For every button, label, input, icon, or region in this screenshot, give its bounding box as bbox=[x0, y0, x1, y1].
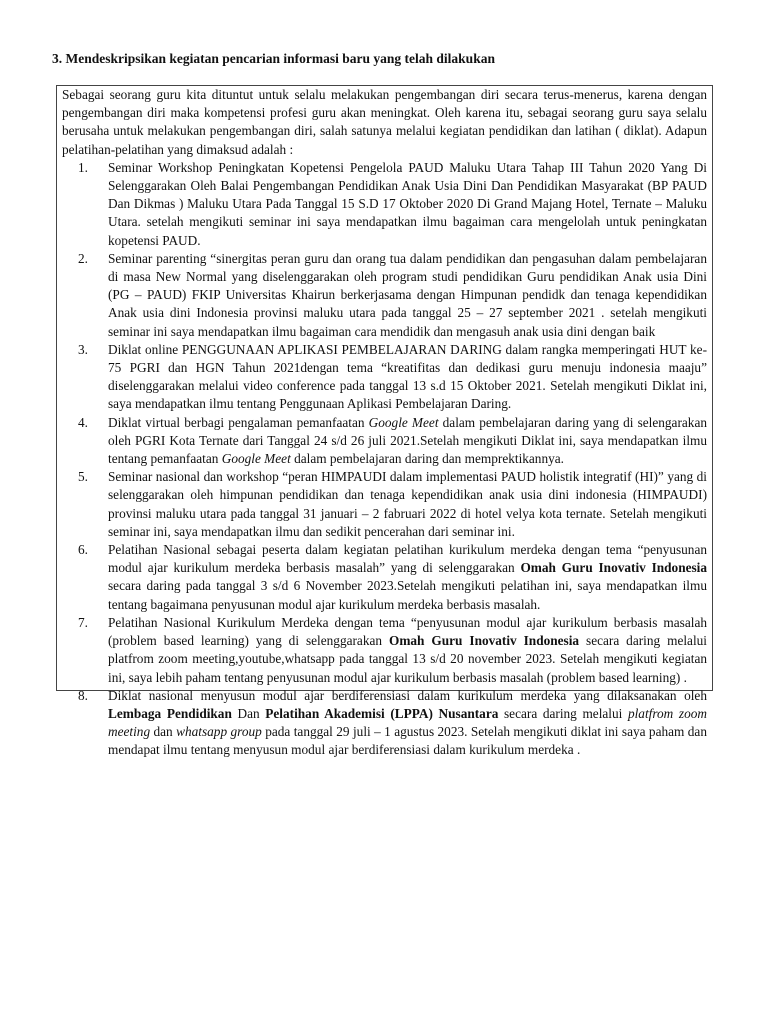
bold-text: Lembaga Pendidikan bbox=[108, 705, 232, 721]
list-number: 4. bbox=[78, 414, 88, 430]
list-item-text: Diklat nasional menyusun modul ajar berdiferensiasi dalam kurikulum merdeka yang dilaksanakan oleh bbox=[108, 687, 707, 703]
list-item bbox=[62, 541, 707, 614]
list-item-text: dan bbox=[150, 724, 177, 740]
list-item bbox=[62, 468, 707, 541]
italic-text: platfrom zoom meeting bbox=[108, 705, 707, 740]
document-body bbox=[62, 86, 707, 760]
list-number: 2. bbox=[78, 250, 88, 266]
list-item bbox=[62, 414, 707, 469]
italic-text: whatsapp group bbox=[176, 724, 262, 740]
italic-text: Google Meet bbox=[221, 451, 291, 467]
section-heading: 3. Mendeskripsikan kegiatan pencarian informasi baru yang telah dilakukan bbox=[52, 51, 495, 66]
list-item-text: secara daring pada tanggal 3 s/d 6 November 2023.Setelah mengikuti pelatihan ini, saya mendapatkan ilmu tentang bagaimana penyusunan modul ajar kurikulum merdeka berbasis masalah. bbox=[108, 578, 707, 612]
list-item-text: Seminar parenting “sinergitas peran guru dan orang tua dalam pendidikan dan pengasuhan dalam pembelajaran di masa New Normal yang diselenggarakan oleh program studi pendidikan Guru pendidikan Anak usia Dini (PG – PAUD) FKIP Universitas Khairun berkerjasama dengan Himpunan pendidk dan tenaga kependidikan Anak usia dini Indonesia provinsi maluku utara pada tanggal 25 – 27 september 2021 . setelah mengikuti seminar ini saya mendapatkan ilmu bagaiman cara mendidik dan mengasuh anak usia dini dengan baik bbox=[108, 250, 707, 339]
list-item bbox=[62, 687, 707, 760]
list-item-text: Pelatihan Nasional Kurikulum Merdeka dengan tema “penyusunan modul ajar kurikulum berbasis masalah (problem based learning) yang di selenggarakan bbox=[108, 614, 707, 649]
list-item bbox=[62, 159, 707, 250]
list-item-text: Diklat virtual berbagi pengalaman pemanfaatan bbox=[108, 414, 369, 430]
list-number: 8. bbox=[78, 687, 88, 703]
list-number: 7. bbox=[78, 614, 88, 630]
list-number: 5. bbox=[78, 469, 88, 485]
training-list bbox=[62, 159, 707, 760]
list-item-text: Dan bbox=[231, 705, 266, 721]
list-item-text: pada tanggal 29 juli – 1 agustus 2023. Setelah mengikuti diklat ini saya paham dan mendapat ilmu tentang menyusun modul ajar berdiferensiasi dalam kurikulum merdeka . bbox=[108, 724, 707, 758]
list-item bbox=[62, 341, 707, 414]
list-item-text: secara daring melalui platfrom zoom meeting,youtube,whatsapp pada tanggal 13 s/d 20 november 2023. Setelah mengikuti kegiatan ini, saya lebih paham tentang penyusunan modul ajar kurikulum berbasis masalah (problem based learning) . bbox=[108, 633, 707, 685]
bold-text: Omah Guru Inovativ Indonesia bbox=[520, 560, 708, 576]
list-item bbox=[62, 614, 707, 687]
list-item-text: dalam pembelajaran daring yang di selengarakan oleh PGRI Kota Ternate dari Tanggal 24 s/d 26 juli 2021.Setelah mengikuti Diklat ini, saya mendapatkan ilmu tentang pemanfaatan bbox=[108, 414, 707, 467]
list-item-text: Seminar Workshop Peningkatan Kopetensi Pengelola PAUD Maluku Utara Tahap III Tahun 2020 Yang Di Selenggarakan Oleh Balai Pengembangan Pendidikan Anak Usia Dini Dan Pendidikan Masyarakat (BP PAUD Dan Dikmas ) Maluku Utara Pada Tanggal 15 S.D 17 Oktober 2020 Di Grand Majang Hotel, Ternate – Maluku Utara. setelah mengikuti seminar ini saya mendapatkan ilmu bagaiman cara mengelolah untuk peningkatan kopetensi PAUD. bbox=[108, 159, 707, 248]
list-number: 3. bbox=[78, 341, 88, 357]
bold-text: Omah Guru Inovativ Indonesia bbox=[388, 633, 580, 649]
list-item-text: secara daring melalui bbox=[498, 705, 628, 721]
list-item-text: Diklat online PENGGUNAAN APLIKASI PEMBELAJARAN DARING dalam rangka memperingati HUT ke-75 PGRI dan HGN Tahun 2021dengan tema “kreatifitas dan dedikasi guru menuju indonesia maaju” diselenggarakan melalui video conference pada tanggal 13 s.d 15 Oktober 2021. Setelah mengikuti Diklat ini, saya mendapatkan ilmu tentang Penggunaan Aplikasi Pembelajaran Daring. bbox=[108, 341, 707, 412]
list-number: 1. bbox=[78, 159, 88, 175]
list-item-text: dalam pembelajaran daring dan memprektikannya. bbox=[290, 451, 564, 467]
italic-text: Google Meet bbox=[368, 414, 439, 430]
intro-paragraph: Sebagai seorang guru kita dituntut untuk selalu melakukan pengembangan diri secara terus-menerus, karena dengan pengembangan diri maka kompetensi profesi guru akan meningkat. Oleh karena itu, sebagai seorang guru saya selalu berusaha untuk melakukan pengembangan diri, salah satunya melalui kegiatan pendidikan dan latihan ( diklat). Adapun pelatihan-pelatihan yang dimaksud adalah : bbox=[62, 87, 707, 157]
list-item-text: Seminar nasional dan workshop “peran HIMPAUDI dalam implementasi PAUD holistik integratif (HI)” yang di selenggarakan oleh himpunan pendidikan dan tenaga kependidikan anak usia dini indonesia (HIMPAUDI) provinsi maluku utara pada tanggal 31 januari – 2 fabruari 2022 di hotel velya kota ternate. Setelah mengikuti seminar ini, saya mendapatkan ilmu dan sedikit pencerahan dari seminar ini. bbox=[108, 469, 707, 539]
bold-text: Pelatihan Akademisi (LPPA) Nusantara bbox=[265, 705, 499, 721]
list-item-text: Pelatihan Nasional sebagai peserta dalam kegiatan pelatihan kurikulum merdeka dengan tema “penyusunan modul ajar kurikulum merdeka berbasis masalah” yang di selenggarakan bbox=[108, 542, 707, 576]
list-item bbox=[62, 250, 707, 341]
list-number: 6. bbox=[78, 542, 88, 558]
